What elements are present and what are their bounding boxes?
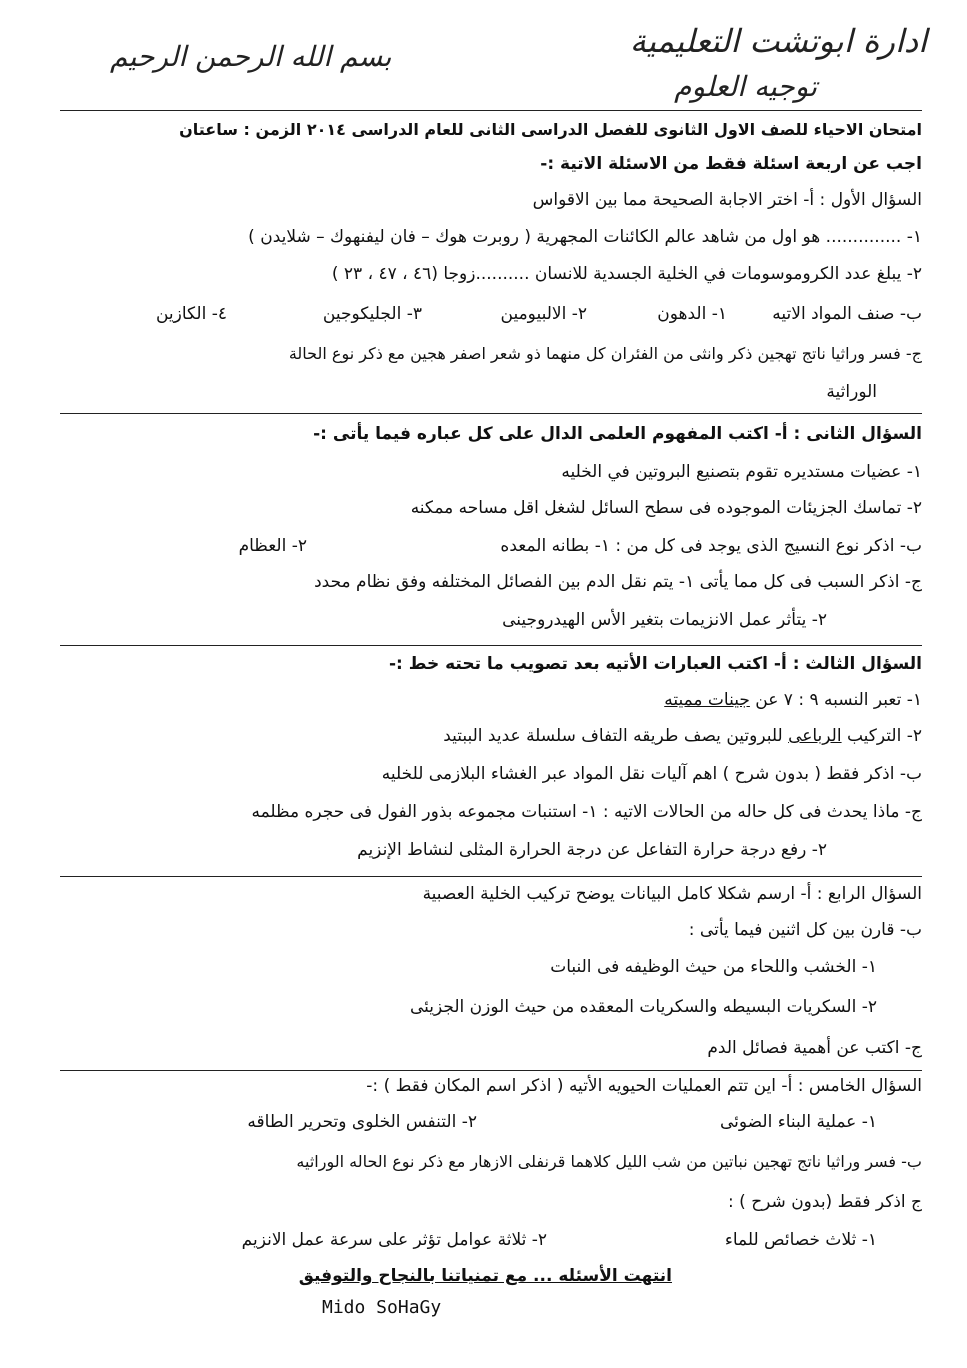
q4-b2: ٢- السكريات البسيطه والسكريات المعقده من حيث الوزن الجزيئى <box>409 997 877 1017</box>
q3-a1 <box>664 688 922 712</box>
exam-end-note: انتهت الأسئله ... مع تمنياتنا بالنجاح والتوفيق <box>298 1266 672 1286</box>
q1-b-item: ٢- الالبيومين <box>500 304 587 324</box>
q3-a1-underlined: جينات مميته <box>664 690 750 710</box>
exam-title: امتحان الاحياء للصف الاول الثانوى للفصل الدراسى الثانى للعام الدراسى ٢٠١٤ الزمن : ساعتان <box>179 120 922 139</box>
q1-c-line1: ج- فسر وراثيا ناتج تهجين ذكر وانثى من الفئران كل منهما ذو شعر اصفر هجين مع ذكر نوع الحالة <box>288 344 922 363</box>
q4-b1: ١- الخشب واللحاء من حيث الوظيفه فى النبات <box>550 957 877 977</box>
q1-c-line2: الوراثية <box>826 382 877 402</box>
q4-b: ب- قارن بين كل اثنين فيما يأتى : <box>688 920 922 940</box>
q3-a2-text: ٢- التركيب <box>841 726 922 746</box>
section-rule <box>60 413 922 414</box>
q1-b-item: ٣- الجليكوجين <box>322 304 422 324</box>
q1-b-label: ب- صنف المواد الاتيه <box>772 304 922 324</box>
admin-handwritten: ادارة ابوتشت التعليمية <box>629 22 927 60</box>
q3-b: ب- اذكر فقط ( بدون شرح ) اهم آليات نقل المواد عبر الغشاء البلازمى للخليه <box>381 764 922 784</box>
q5-c1: ١- ثلاث خصائص للماء <box>724 1230 877 1250</box>
q1-a1: ١- .............. هو اول من شاهد عالم الكائنات المجهرية ( روبرت هوك – فان ليفنهوك – شلايدن ) <box>248 227 922 247</box>
q4-a: السؤال الرابع : أ- ارسم شكلا كامل البيانات يوضح تركيب الخلية العصبية <box>422 884 922 904</box>
q2-c1: ج- اذكر السبب فى كل مما يأتى ١- يتم نقل الدم بين الفصائل المختلفه وفق نظام محدد <box>314 572 922 592</box>
q3-c2: ٢- رفع درجة حرارة التفاعل عن درجة الحرارة المثلى لنشاط الإنزيم <box>357 840 827 860</box>
section-rule <box>60 876 922 877</box>
signature: Mido SoHaGy <box>322 1297 442 1318</box>
q3-a1-text: ١- تعبر النسبه ٩ : ٧ عن <box>749 690 922 710</box>
q1-b-item: ٤- الكازين <box>155 304 227 324</box>
instruction: اجب عن اربعة اسئلة فقط من الاسئلة الاتية :- <box>540 154 922 174</box>
q1-a-heading: السؤال الأول : أ- اختر الاجابة الصحيحة مما بين الاقواس <box>532 190 922 210</box>
q5-c2: ٢- ثلاثة عوامل تؤثر على سرعة عمل الانزيم <box>241 1230 547 1250</box>
section-rule <box>60 1070 922 1071</box>
q2-a1: ١- عضيات مستديره تقوم بتصنيع البروتين في الخليه <box>561 462 922 482</box>
q5-a: السؤال الخامس : أ- اين تتم العمليات الحيويه الأتيه ( اذكر اسم المكان فقط ) :- <box>366 1076 922 1096</box>
q1-b-item: ١- الدهون <box>657 304 727 324</box>
section-rule <box>60 645 922 646</box>
top-rule <box>60 110 922 111</box>
q5-a2: ٢- التنفس الخلوى وتحرير الطاقه <box>247 1112 477 1132</box>
q4-c: ج- اكتب عن أهمية فصائل الدم <box>707 1038 922 1058</box>
q2-a2: ٢- تماسك الجزيئات الموجوده فى سطح السائل لشغل اقل مساحه ممكنه <box>410 498 922 518</box>
basmala-handwritten: بسم الله الرحمن الرحيم <box>110 40 392 73</box>
q2-b: ب- اذكر نوع النسيج الذى يوجد فى كل من : ١- بطانه المعده <box>500 536 922 556</box>
subject-dept-handwritten: توجيه العلوم <box>674 70 817 103</box>
q2-a-heading: السؤال الثانى : أ- اكتب المفهوم العلمى الدال على كل عباره فيما يأتى :- <box>313 424 922 444</box>
q5-a1: ١- عملية البناء الضوئى <box>720 1112 877 1132</box>
q5-b: ب- فسر وراثيا ناتج تهجين نباتين من شب الليل كلاهما قرنفلى الازهار مع ذكر نوع الحاله الوراثيه <box>296 1152 922 1171</box>
q3-a2-text-end: للبروتين يصف طريقه التفاف سلسلة عديد الببتيد <box>443 726 789 746</box>
q3-a2-underlined: الرباعى <box>788 726 842 746</box>
q3-c1: ج- ماذا يحدث فى كل حاله من الحالات الاتيه : ١- استنبات مجموعه بذور الفول فى حجره مظلمه <box>251 802 922 822</box>
q3-a2 <box>443 724 922 748</box>
q5-c: ج اذكر فقط (بدون شرح ) : <box>728 1192 922 1212</box>
q2-c2: ٢- يتأثر عمل الانزيمات بتغير الأس الهيدروجينى <box>502 610 827 630</box>
q2-b2: ٢- العظام <box>238 536 307 556</box>
q1-a2: ٢- يبلغ عدد الكروموسومات في الخلية الجسدية للانسان ..........زوجا (٤٦ ، ٤٧ ، ٢٣ ) <box>331 264 922 284</box>
q3-a-heading: السؤال الثالث : أ- اكتب العبارات الأتيه بعد تصويب ما تحته خط :- <box>388 654 922 674</box>
